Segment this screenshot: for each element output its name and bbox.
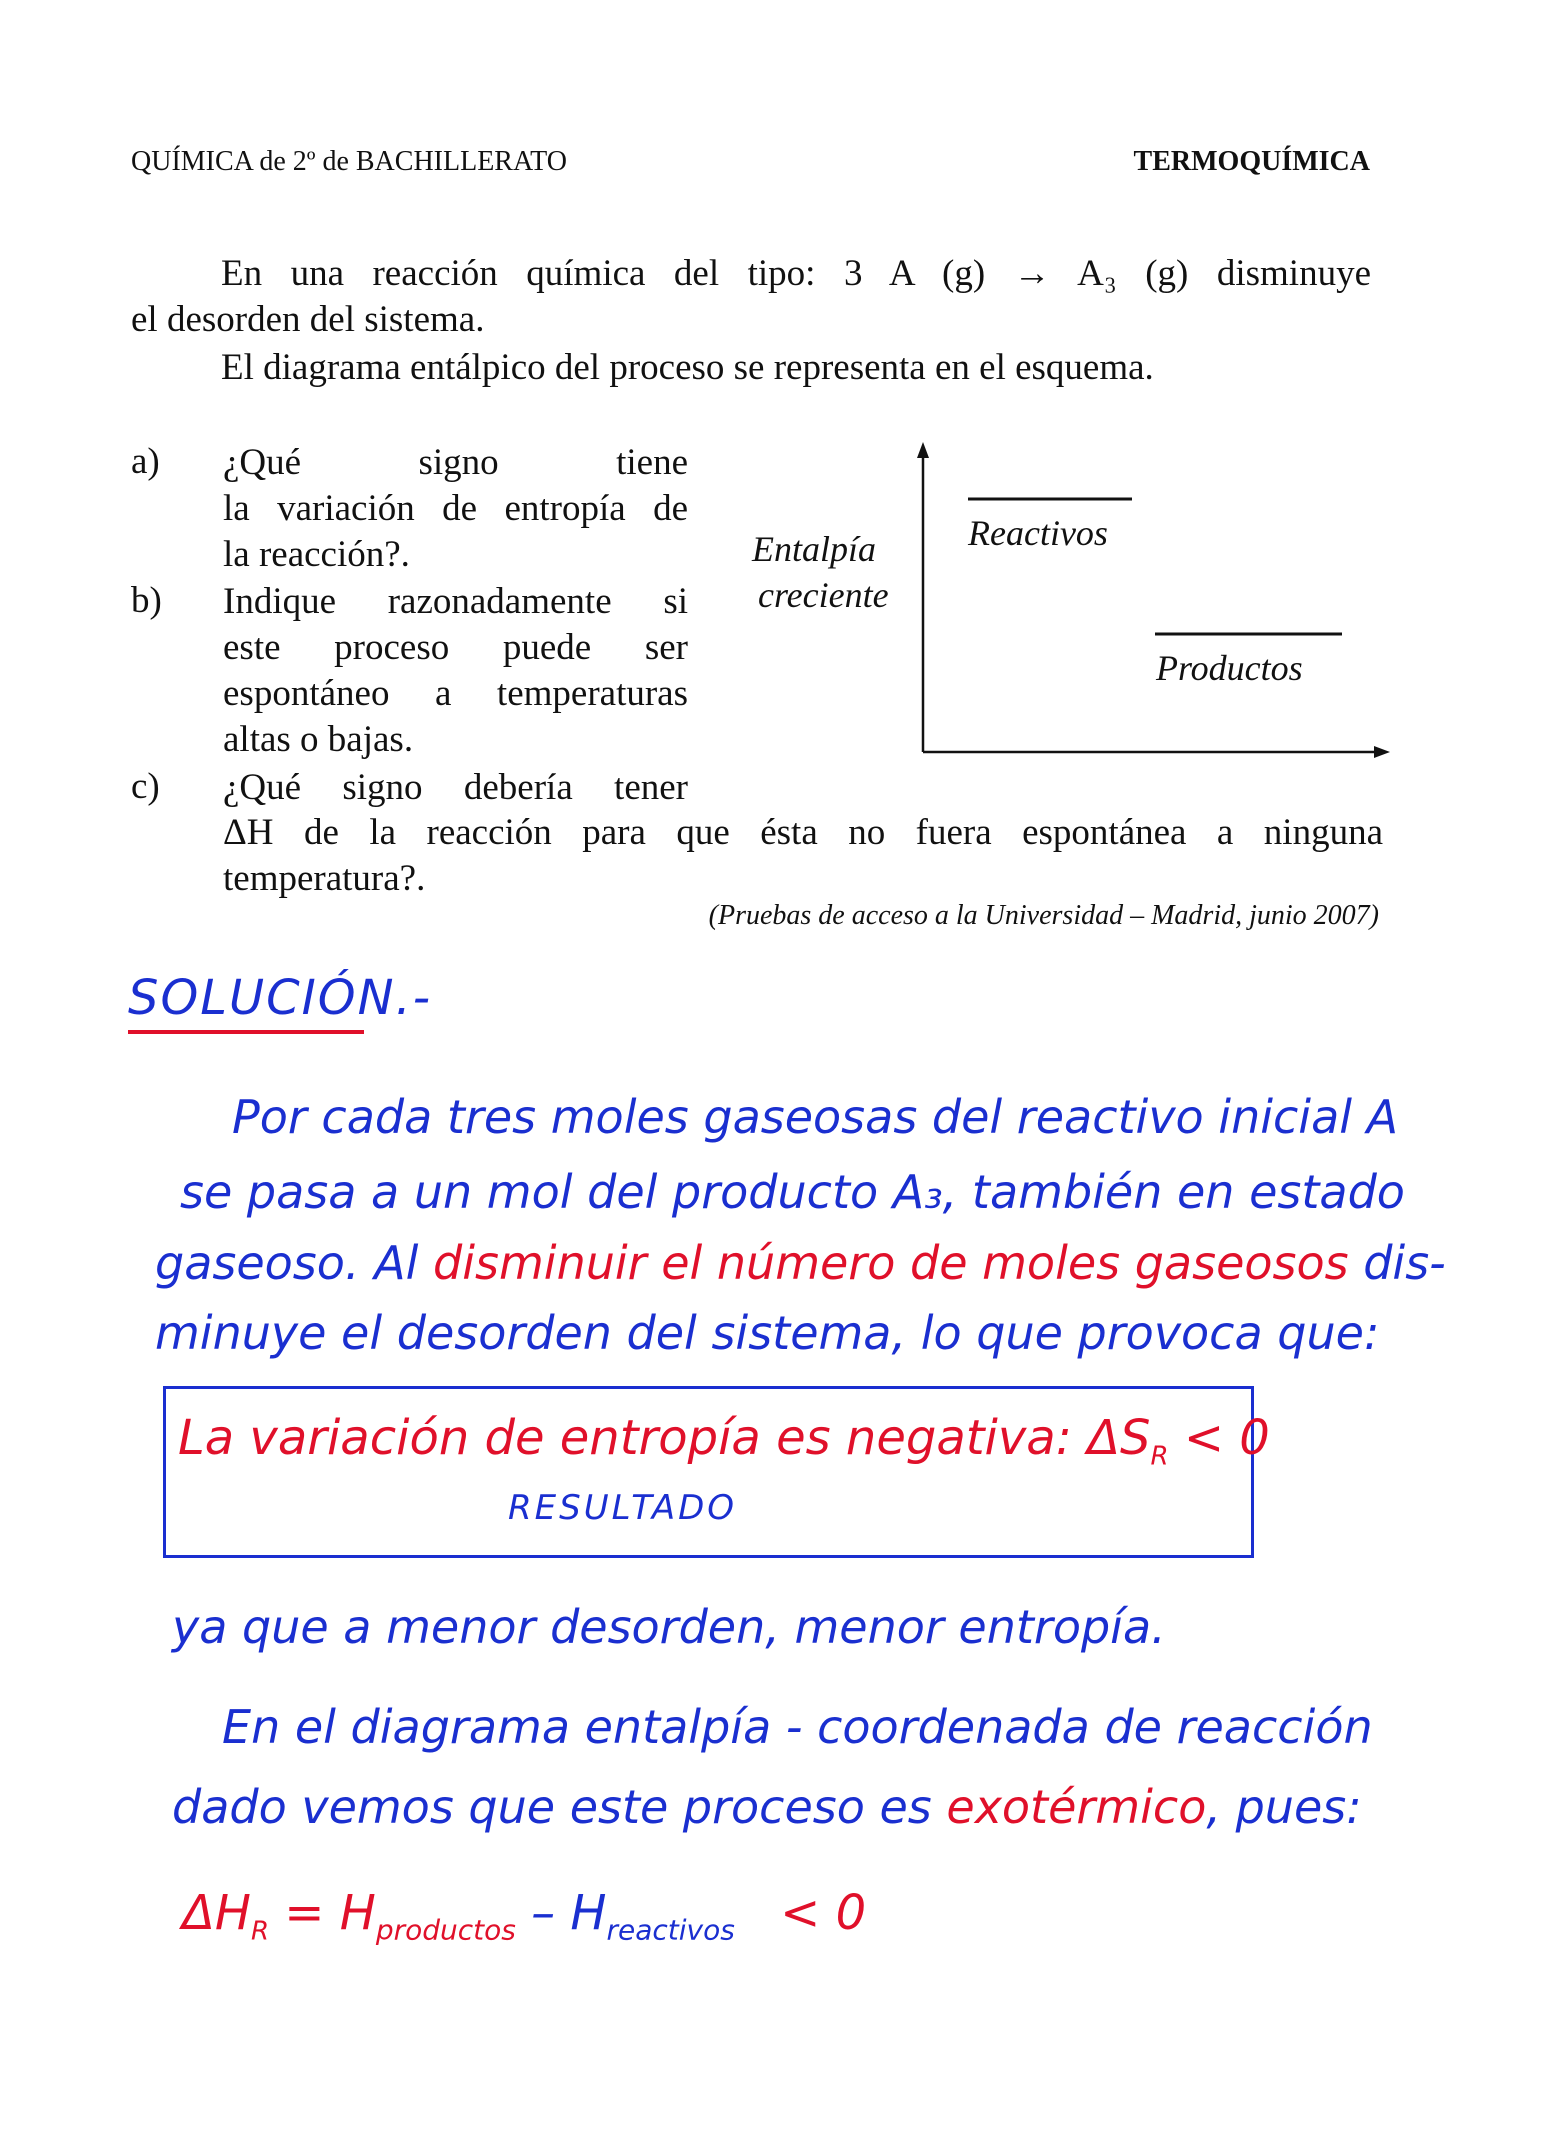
question-a-line-1: ¿Qué signo tiene — [223, 442, 688, 483]
para3-exothermic: exotérmico — [946, 1780, 1207, 1834]
question-b-line-2: este proceso puede ser — [223, 627, 688, 668]
question-a-line-3: la reacción?. — [223, 534, 410, 575]
result-tag: RESULTADO — [508, 1488, 738, 1528]
solution-para3-line-1: En el diagrama entalpía - coordenada de reacción — [222, 1700, 1373, 1754]
question-b-line-3: espontáneo a temperaturas — [223, 673, 688, 714]
para1-line3-highlight: disminuir el número de moles gaseosos — [433, 1236, 1349, 1290]
eq-relation: < 0 — [780, 1885, 867, 1941]
x-axis-arrow — [1374, 746, 1390, 758]
solution-para1-line-3 — [155, 1236, 1446, 1290]
result-relation: < 0 — [1183, 1410, 1270, 1466]
eq-equals: = — [269, 1885, 340, 1941]
intro-line-2: el desorden del sistema. — [131, 299, 485, 340]
question-c-label: c) — [131, 766, 160, 807]
para3-line2-end: , pues: — [1206, 1780, 1362, 1834]
intro-line-1: En una reacción química del tipo: 3 A (g) → A₃ (g) disminuye — [221, 253, 1371, 294]
solution-para3-line-2 — [172, 1780, 1362, 1834]
eq-term2: H — [570, 1885, 607, 1941]
question-b-label: b) — [131, 580, 162, 621]
solution-para1-line-4: minuye el desorden del sistema, lo que provoca que: — [155, 1306, 1380, 1360]
solution-title: SOLUCIÓN.- — [128, 970, 433, 1026]
reactants-label: Reactivos — [968, 513, 1108, 553]
eq-lhs-sub: R — [250, 1916, 270, 1947]
header-subject: QUÍMICA de 2º de BACHILLERATO — [131, 146, 567, 177]
para1-line3-end: dis- — [1363, 1236, 1446, 1290]
question-b-line-1: Indique razonadamente si — [223, 581, 688, 622]
question-c-line-2: ΔH de la reacción para que ésta no fuera espontánea a ninguna — [223, 812, 1383, 853]
solution-para2: ya que a menor desorden, menor entropía. — [172, 1600, 1166, 1654]
question-c-line-3: temperatura?. — [223, 858, 426, 899]
result-subscript: R — [1150, 1441, 1169, 1472]
question-c-line-1: ¿Qué signo debería tener — [223, 767, 688, 808]
diagram-y-label-1: Entalpía — [752, 529, 876, 569]
eq-lhs: ΔH — [182, 1885, 251, 1941]
para3-line2-start: dado vemos que este proceso es — [172, 1780, 932, 1834]
question-a-line-2: la variación de entropía de — [223, 488, 688, 529]
intro-line-3: El diagrama entálpico del proceso se representa en el esquema. — [221, 347, 1154, 388]
eq-term1: H — [339, 1885, 376, 1941]
eq-term1-sub: productos — [375, 1913, 516, 1947]
source-citation: (Pruebas de acceso a la Universidad – Madrid, junio 2007) — [708, 900, 1379, 931]
enthalpy-diagram — [900, 440, 1400, 770]
diagram-y-label-2: creciente — [758, 575, 889, 615]
enthalpy-equation — [182, 1885, 866, 1947]
solution-para1-line-2: se pasa a un mol del producto A₃, también en estado — [180, 1165, 1405, 1219]
eq-minus: – — [515, 1885, 571, 1941]
eq-term2-sub: reactivos — [606, 1913, 735, 1947]
y-axis-arrow — [917, 442, 929, 458]
products-label: Productos — [1156, 648, 1303, 688]
para1-line3-start: gaseoso. Al — [155, 1236, 419, 1290]
question-b-line-4: altas o bajas. — [223, 719, 414, 760]
solution-para1-line-1: Por cada tres moles gaseosas del reactivo inicial A — [232, 1090, 1399, 1144]
question-a-label: a) — [131, 441, 160, 482]
header-topic: TERMOQUÍMICA — [1133, 146, 1370, 177]
result-text: La variación de entropía es negativa: — [178, 1410, 1072, 1466]
result-formula: ΔS — [1087, 1410, 1151, 1466]
solution-title-underline — [128, 1030, 364, 1034]
result-statement — [178, 1410, 1270, 1472]
